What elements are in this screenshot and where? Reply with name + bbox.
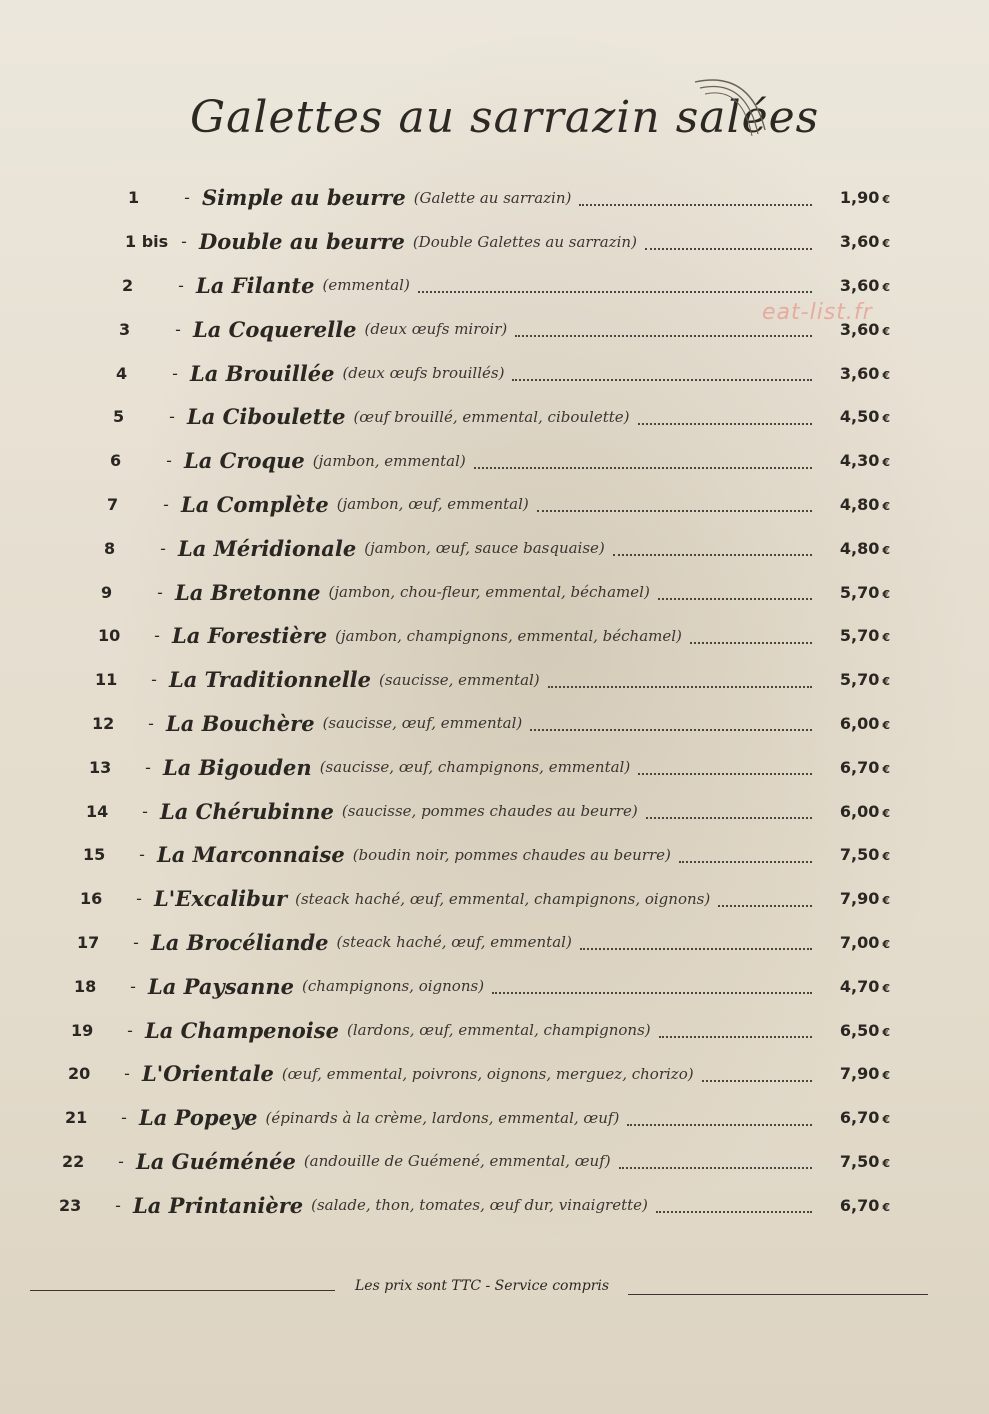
menu-item-row	[101, 570, 890, 614]
menu-item-row	[125, 220, 890, 264]
menu-item-row	[122, 264, 890, 308]
menu-item-row	[95, 658, 890, 702]
item-number: 19	[71, 1020, 94, 1040]
item-number: 12	[92, 713, 115, 733]
price-value: 6,70	[839, 1108, 880, 1128]
menu-item-row	[92, 702, 890, 746]
item-price	[820, 977, 890, 996]
price-value: 4,80	[839, 538, 880, 558]
item-price	[820, 539, 890, 558]
item-price	[820, 364, 890, 383]
dot-leader	[638, 423, 813, 425]
menu-item-row	[119, 307, 890, 351]
price-value: 6,00	[839, 713, 880, 733]
item-number: 1	[128, 188, 140, 208]
price-value: 4,80	[839, 494, 880, 514]
item-description: (champignons, oignons)	[302, 977, 485, 996]
item-dash: -	[148, 713, 154, 733]
price-value: 7,50	[839, 845, 880, 865]
price-value: 6,50	[839, 1020, 880, 1040]
menu-item-row	[77, 921, 890, 965]
dot-leader	[580, 948, 812, 950]
item-description: (jambon, emmental)	[312, 451, 466, 470]
currency-symbol: €	[882, 631, 890, 645]
item-dash: -	[160, 538, 166, 558]
item-name: La Traditionnelle	[169, 667, 372, 693]
item-dash: -	[142, 801, 148, 821]
price-value: 4,70	[839, 976, 880, 996]
item-number: 15	[83, 845, 106, 865]
price-value: 7,90	[839, 889, 880, 909]
dot-leader	[645, 248, 812, 250]
item-description: (épinards à la crème, lardons, emmental, œuf)	[265, 1108, 620, 1127]
price-value: 7,90	[839, 1064, 880, 1084]
currency-symbol: €	[882, 894, 890, 908]
item-dash: -	[115, 1195, 121, 1215]
menu-item-row	[89, 745, 890, 789]
item-description: (deux œufs miroir)	[364, 320, 508, 339]
item-description: (andouille de Guémené, emmental, œuf)	[303, 1152, 611, 1171]
item-description: (saucisse, œuf, emmental)	[322, 714, 523, 733]
menu-item-row	[128, 176, 890, 220]
item-description: (steack haché, œuf, emmental, champignons, oignons)	[295, 889, 711, 908]
item-dash: -	[169, 407, 175, 427]
item-dash: -	[124, 1064, 130, 1084]
menu-list	[59, 176, 890, 1227]
dot-leader	[492, 992, 812, 994]
currency-symbol: €	[882, 368, 890, 382]
item-price	[820, 758, 890, 777]
decorative-swoosh-icon	[690, 70, 780, 160]
menu-item-row	[83, 833, 890, 877]
currency-symbol: €	[882, 850, 890, 864]
dot-leader	[512, 379, 812, 381]
item-description: (Double Galettes au sarrazin)	[412, 232, 637, 251]
item-name: La Ciboulette	[187, 404, 346, 430]
dot-leader	[656, 1211, 812, 1213]
menu-item-row	[107, 483, 890, 527]
currency-symbol: €	[882, 762, 890, 776]
footer	[30, 1276, 930, 1306]
price-value: 3,60	[839, 363, 880, 383]
item-number: 3	[119, 319, 131, 339]
item-name: La Marconnaise	[157, 842, 345, 868]
price-value: 6,00	[839, 801, 880, 821]
item-description: (jambon, chou-fleur, emmental, béchamel)	[328, 583, 650, 602]
item-dash: -	[145, 757, 151, 777]
currency-symbol: €	[882, 981, 890, 995]
item-dash: -	[130, 976, 136, 996]
dot-leader	[638, 773, 812, 775]
item-name: L'Excalibur	[154, 886, 288, 912]
currency-symbol: €	[882, 1025, 890, 1039]
menu-item-row	[116, 351, 890, 395]
currency-symbol: €	[882, 675, 890, 689]
price-value: 3,60	[839, 319, 880, 339]
footer-divider-left	[30, 1290, 335, 1291]
item-description: (saucisse, œuf, champignons, emmental)	[319, 758, 631, 777]
footer-text: Les prix sont TTC - Service compris	[355, 1278, 610, 1294]
menu-item-row	[65, 1096, 890, 1140]
price-value: 3,60	[839, 232, 880, 252]
item-number: 18	[74, 976, 97, 996]
item-price	[820, 1108, 890, 1127]
item-description: (boudin noir, pommes chaudes au beurre)	[352, 845, 671, 864]
price-value: 7,00	[839, 932, 880, 952]
item-number: 17	[77, 932, 100, 952]
item-name: La Popeye	[139, 1105, 258, 1131]
item-number: 16	[80, 889, 103, 909]
currency-symbol: €	[882, 806, 890, 820]
item-dash: -	[157, 582, 163, 602]
item-dash: -	[166, 451, 172, 471]
item-price	[820, 845, 890, 864]
item-description: (jambon, œuf, sauce basquaise)	[364, 539, 605, 558]
dot-leader	[679, 861, 812, 863]
item-name: La Champenoise	[145, 1017, 339, 1043]
item-number: 20	[68, 1064, 91, 1084]
currency-symbol: €	[882, 1200, 890, 1214]
currency-symbol: €	[882, 280, 890, 294]
item-description: (œuf brouillé, emmental, ciboulette)	[353, 407, 630, 426]
price-value: 7,50	[839, 1151, 880, 1171]
currency-symbol: €	[882, 1156, 890, 1170]
dot-leader	[690, 642, 812, 644]
menu-item-row	[113, 395, 890, 439]
item-price	[820, 495, 890, 514]
dot-leader	[627, 1124, 812, 1126]
item-dash: -	[127, 1020, 133, 1040]
dot-leader	[530, 729, 812, 731]
item-dash: -	[151, 670, 157, 690]
price-value: 6,70	[839, 757, 880, 777]
item-dash: -	[154, 626, 160, 646]
item-price	[820, 1196, 890, 1215]
item-price	[820, 583, 890, 602]
menu-item-row	[59, 1183, 890, 1227]
item-description: (deux œufs brouillés)	[342, 364, 505, 383]
item-name: La Complète	[181, 491, 329, 517]
item-dash: -	[118, 1151, 124, 1171]
dot-leader	[548, 686, 812, 688]
item-number: 22	[62, 1151, 85, 1171]
price-value: 6,70	[839, 1195, 880, 1215]
item-number: 1 bis	[125, 232, 169, 252]
menu-item-row	[110, 439, 890, 483]
item-name: La Guéménée	[136, 1148, 296, 1174]
dot-leader	[702, 1080, 812, 1082]
item-price	[820, 232, 890, 251]
price-value: 5,70	[839, 582, 880, 602]
item-name: La Bigouden	[163, 754, 312, 780]
price-value: 3,60	[839, 275, 880, 295]
currency-symbol: €	[882, 718, 890, 732]
item-number: 5	[113, 407, 125, 427]
dot-leader	[418, 291, 812, 293]
item-dash: -	[136, 889, 142, 909]
item-name: La Filante	[196, 272, 315, 298]
menu-item-row	[98, 614, 890, 658]
watermark-text: eat-list.fr	[762, 300, 873, 325]
item-dash: -	[178, 275, 184, 295]
item-dash: -	[175, 319, 181, 339]
item-number: 23	[59, 1195, 82, 1215]
dot-leader	[659, 1036, 812, 1038]
item-name: La Bouchère	[166, 710, 315, 736]
item-price	[820, 451, 890, 470]
item-description: (saucisse, emmental)	[379, 670, 540, 689]
dot-leader	[658, 598, 812, 600]
currency-symbol: €	[882, 412, 890, 426]
item-price	[820, 1152, 890, 1171]
dot-leader	[619, 1167, 812, 1169]
currency-symbol: €	[882, 324, 890, 338]
currency-symbol: €	[882, 456, 890, 470]
item-number: 10	[98, 626, 121, 646]
currency-symbol: €	[882, 587, 890, 601]
menu-item-row	[71, 1008, 890, 1052]
dot-leader	[537, 510, 812, 512]
currency-symbol: €	[882, 1113, 890, 1127]
menu-item-row	[104, 526, 890, 570]
item-number: 21	[65, 1108, 88, 1128]
item-name: Double au beurre	[199, 229, 405, 255]
item-name: La Chérubinne	[160, 798, 334, 824]
item-name: La Paysanne	[148, 973, 295, 999]
dot-leader	[646, 817, 812, 819]
item-number: 14	[86, 801, 109, 821]
price-value: 5,70	[839, 626, 880, 646]
item-dash: -	[181, 232, 187, 252]
currency-symbol: €	[882, 237, 890, 251]
item-number: 4	[116, 363, 128, 383]
item-number: 7	[107, 494, 119, 514]
item-name: La Brocéliande	[151, 929, 329, 955]
item-price	[820, 802, 890, 821]
item-price	[820, 1021, 890, 1040]
price-value: 4,30	[839, 451, 880, 471]
item-price	[820, 626, 890, 645]
menu-item-row	[86, 789, 890, 833]
item-number: 6	[110, 451, 122, 471]
item-number: 9	[101, 582, 113, 602]
item-description: (jambon, champignons, emmental, béchamel)	[335, 626, 682, 645]
item-price	[820, 933, 890, 952]
item-price	[820, 889, 890, 908]
item-name: La Méridionale	[178, 535, 357, 561]
item-name: La Printanière	[133, 1192, 304, 1218]
price-value: 5,70	[839, 670, 880, 690]
price-value: 4,50	[839, 407, 880, 427]
currency-symbol: €	[882, 543, 890, 557]
item-price	[820, 320, 890, 339]
menu-item-row	[68, 1052, 890, 1096]
item-number: 13	[89, 757, 112, 777]
item-description: (steack haché, œuf, emmental)	[336, 933, 572, 952]
item-name: La Croque	[184, 448, 305, 474]
item-description: (Galette au sarrazin)	[413, 188, 572, 207]
dot-leader	[718, 905, 812, 907]
item-price	[820, 1064, 890, 1083]
menu-item-row	[74, 964, 890, 1008]
item-description: (lardons, œuf, emmental, champignons)	[346, 1021, 651, 1040]
currency-symbol: €	[882, 193, 890, 207]
item-description: (saucisse, pommes chaudes au beurre)	[341, 802, 638, 821]
item-description: (œuf, emmental, poivrons, oignons, merguez, chorizo)	[281, 1064, 694, 1083]
item-description: (jambon, œuf, emmental)	[336, 495, 529, 514]
currency-symbol: €	[882, 499, 890, 513]
item-dash: -	[163, 494, 169, 514]
item-price	[820, 188, 890, 207]
item-name: La Brouillée	[190, 360, 335, 386]
item-description: (salade, thon, tomates, œuf dur, vinaigrette)	[311, 1196, 648, 1215]
menu-item-row	[80, 877, 890, 921]
currency-symbol: €	[882, 1069, 890, 1083]
item-dash: -	[133, 932, 139, 952]
item-number: 11	[95, 670, 118, 690]
page-title: Galettes au sarrazin salées	[190, 92, 820, 143]
item-dash: -	[139, 845, 145, 865]
footer-divider-right	[628, 1294, 928, 1295]
item-name: La Coquerelle	[193, 316, 357, 342]
item-name: Simple au beurre	[202, 185, 406, 211]
item-dash: -	[184, 188, 190, 208]
item-number: 8	[104, 538, 116, 558]
item-name: La Forestière	[172, 623, 328, 649]
dot-leader	[579, 204, 812, 206]
item-name: L'Orientale	[142, 1061, 274, 1087]
item-price	[820, 407, 890, 426]
item-price	[820, 276, 890, 295]
item-price	[820, 714, 890, 733]
item-number: 2	[122, 275, 134, 295]
menu-item-row	[62, 1140, 890, 1184]
item-dash: -	[172, 363, 178, 383]
item-description: (emmental)	[322, 276, 410, 295]
item-name: La Bretonne	[175, 579, 321, 605]
item-price	[820, 670, 890, 689]
dot-leader	[613, 554, 812, 556]
dot-leader	[515, 335, 812, 337]
currency-symbol: €	[882, 937, 890, 951]
dot-leader	[474, 467, 812, 469]
price-value: 1,90	[839, 188, 880, 208]
item-dash: -	[121, 1108, 127, 1128]
